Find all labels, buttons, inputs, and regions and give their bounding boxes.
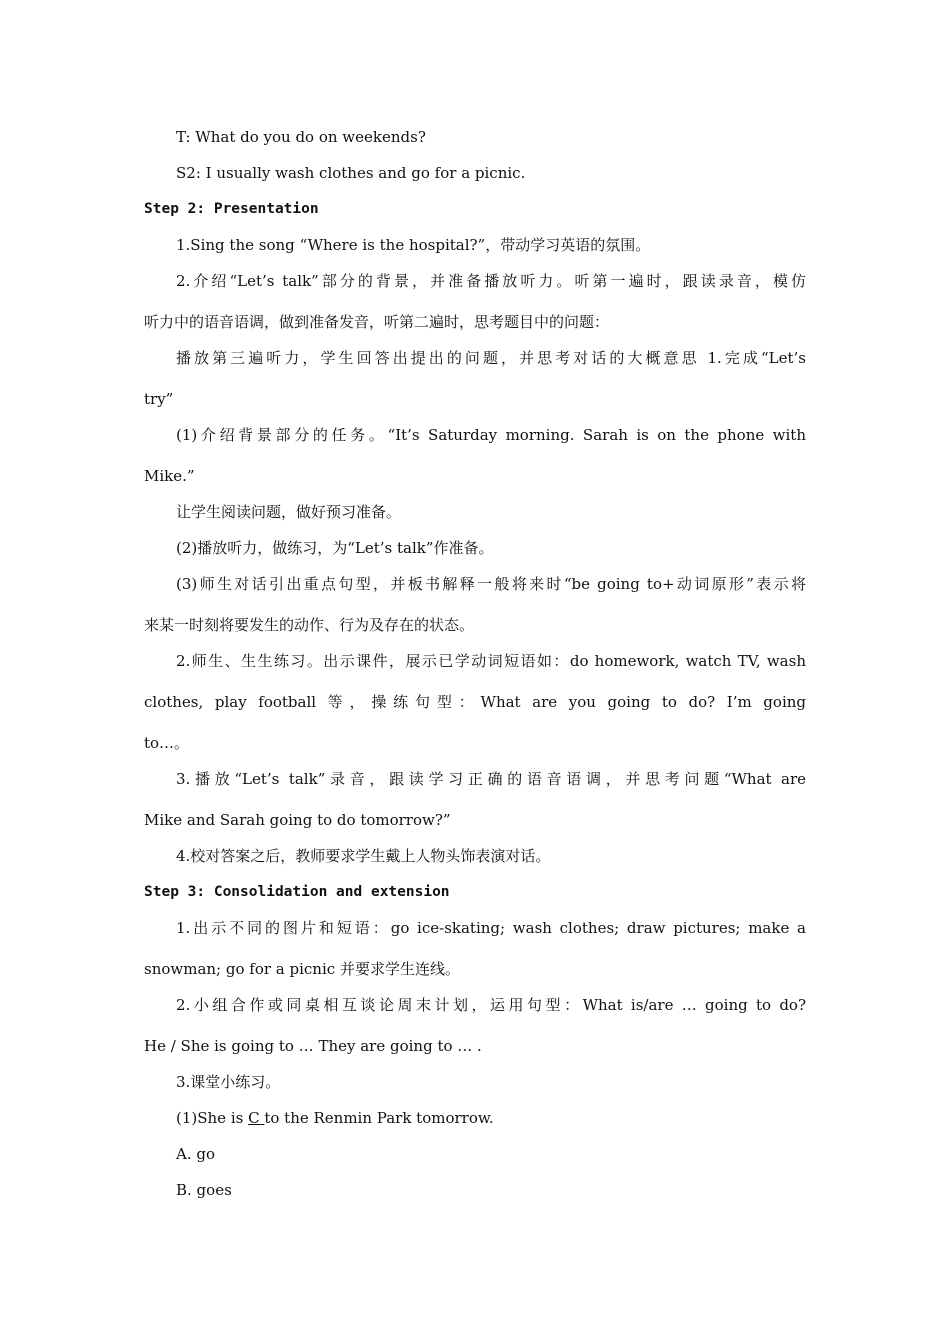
step-3-heading: Step 3: Consolidation and extension xyxy=(144,884,450,900)
paragraph-line: 播放第三遍听力，学生回答出提出的问题，并思考对话的大概意思 1.完成“Let’s xyxy=(176,349,806,367)
paragraph-line: clothes, play football 等，操练句型：What are you going to do? I’m going xyxy=(144,693,806,711)
step-2-heading: Step 2: Presentation xyxy=(144,201,319,217)
option-a: A. go xyxy=(176,1145,216,1163)
paragraph-line: try” xyxy=(144,390,174,408)
paragraph-line: 1.Sing the song “Where is the hospital?”，带动学习英语的氛围。 xyxy=(176,236,651,254)
dialogue-line-teacher: T: What do you do on weekends? xyxy=(176,128,426,146)
paragraph-line: 来某一时刻将要发生的动作、行为及存在的状态。 xyxy=(144,616,475,634)
paragraph-line: 4.校对答案之后，教师要求学生戴上人物头饰表演对话。 xyxy=(176,847,551,865)
paragraph-line: to…。 xyxy=(144,734,190,752)
paragraph-line: (2)播放听力，做练习，为“Let’s talk”作准备。 xyxy=(176,539,494,557)
paragraph-line: Mike.” xyxy=(144,467,195,485)
paragraph-line: snowman; go for a picnic 并要求学生连线。 xyxy=(144,960,460,978)
paragraph-line: 3.播放“Let’s talk”录音，跟读学习正确的语音语调，并思考问题“What are xyxy=(176,770,806,788)
paragraph-line: 1.出示不同的图片和短语：go ice-skating; wash clothes; draw pictures; make a xyxy=(176,919,806,937)
paragraph-line: Mike and Sarah going to do tomorrow?” xyxy=(144,811,451,829)
exercise-question xyxy=(176,1108,806,1128)
paragraph-line: 让学生阅读问题，做好预习准备。 xyxy=(176,503,402,521)
paragraph-line: 3.课堂小练习。 xyxy=(176,1073,281,1091)
option-b: B. goes xyxy=(176,1181,232,1199)
paragraph-line: 2.师生、生生练习。出示课件，展示已学动词短语如：do homework, watch TV, wash xyxy=(176,652,806,670)
question-text-start: (1)She is xyxy=(176,1109,249,1127)
paragraph-line: 2.介绍“Let’s talk”部分的背景，并准备播放听力。听第一遍时，跟读录音，模仿 xyxy=(176,272,806,290)
question-text-end: to the Renmin Park tomorrow. xyxy=(264,1109,494,1127)
paragraph-line: (1)介绍背景部分的任务。“It’s Saturday morning. Sarah is on the phone with xyxy=(176,426,806,444)
paragraph-line: 听力中的语音语调，做到准备发音，听第二遍时，思考题目中的问题： xyxy=(144,313,610,331)
paragraph-line: He / She is going to … They are going to … . xyxy=(144,1037,482,1055)
paragraph-line: (3)师生对话引出重点句型，并板书解释一般将来时“be going to+动词原形”表示将 xyxy=(176,575,806,593)
dialogue-line-student: S2: I usually wash clothes and go for a picnic. xyxy=(176,164,526,182)
answer-blank: C xyxy=(248,1109,265,1127)
paragraph-line: 2.小组合作或同桌相互谈论周末计划，运用句型：What is/are … going to do? xyxy=(176,996,806,1014)
